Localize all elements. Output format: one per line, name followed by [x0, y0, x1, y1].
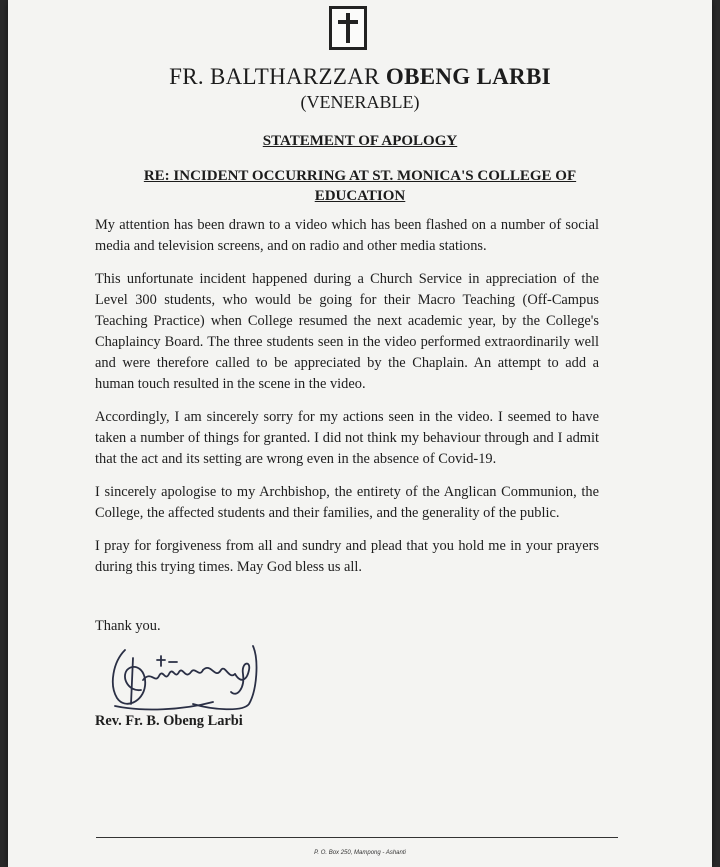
footer-address: P. O. Box 250, Mampong - Ashanti [314, 850, 406, 856]
letter-body [95, 215, 599, 590]
cross-icon [329, 6, 367, 50]
author-surname: OBENG LARBI [385, 64, 551, 89]
author-name-prefix: FR. BALTHARZZAR [169, 64, 380, 89]
paragraph: I pray for forgiveness from all and sundry and plead that you hold me in your prayers during this trying times. May God bless us all. [95, 538, 599, 575]
paragraph: My attention has been drawn to a video which has been flashed on a number of social media and television screens, and on radio and other media stations. [95, 217, 599, 254]
signer-name: Rev. Fr. B. Obeng Larbi [95, 713, 243, 729]
paragraph: Accordingly, I am sincerely sorry for my actions seen in the video. I seemed to have taken a number of things for granted. I did not think my behaviour through and I admit that the act and its setting are wrong even in the absence of Covid-19. [95, 409, 599, 467]
subject-line-2: EDUCATION [314, 188, 406, 204]
closing: Thank you. [95, 618, 161, 634]
footer-divider [96, 837, 618, 838]
letter-page [8, 0, 712, 867]
statement-title: STATEMENT OF APOLOGY [262, 133, 458, 149]
paragraph: This unfortunate incident happened during a Church Service in appreciation of the Level 300 students, who would be going for their Macro Teaching (Off-Campus Teaching Practice) when College resumed the next academic year, by the College's Chaplaincy Board. The three students seen in the video performed extraordinarily well and were therefore called to be appreciated by the Chaplain. An attempt to add a human touch resulted in the scene in the video. [95, 271, 599, 392]
paragraph: I sincerely apologise to my Archbishop, the entirety of the Anglican Communion, the College, the affected students and their families, and the generality of the public. [95, 484, 599, 521]
handwritten-signature [103, 640, 273, 712]
subject-line [8, 166, 712, 206]
author-title: (VENERABLE) [300, 92, 420, 112]
author-name [8, 64, 712, 90]
subject-line-1: RE: INCIDENT OCCURRING AT ST. MONICA'S COLLEGE OF [143, 168, 577, 184]
